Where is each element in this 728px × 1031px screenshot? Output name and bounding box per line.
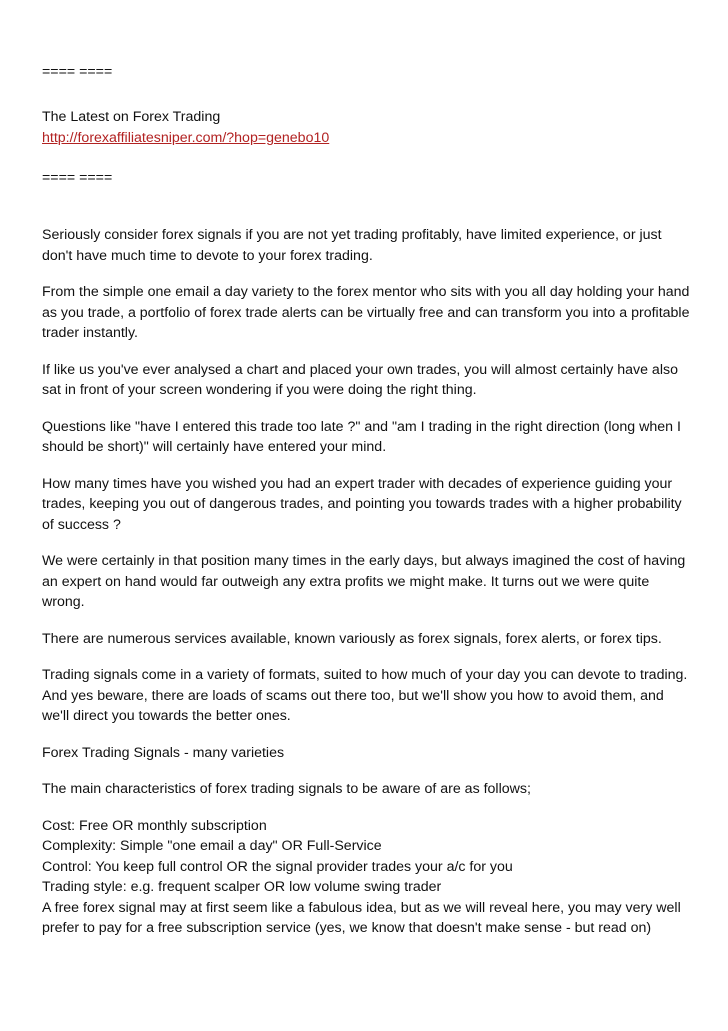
list-item-trading-style: Trading style: e.g. frequent scalper OR low volume swing trader xyxy=(42,879,442,895)
paragraph-4: Questions like "have I entered this trade too late ?" and "am I trading in the right direction (long when I should be short)" will certainly have entered your mind. xyxy=(42,418,681,455)
paragraph-5: How many times have you wished you had an expert trader with decades of experience guiding your trades, keeping you out of dangerous trades, and pointing you towards trades with a higher probability of success ? xyxy=(42,475,682,533)
paragraph-8: Trading signals come in a variety of formats, suited to how much of your day you can devote to trading. And yes beware, there are loads of scams out there too, but we'll show you how to avoid them, and we'll direct you towards the better ones. xyxy=(42,667,688,724)
list-item-complexity: Complexity: Simple "one email a day" OR Full-Service xyxy=(42,838,382,854)
article-title: The Latest on Forex Trading xyxy=(42,109,221,125)
list-item-control: Control: You keep full control OR the signal provider trades your a/c for you xyxy=(42,858,513,875)
list-item-free-signal: A free forex signal may at first seem like a fabulous idea, but as we will reveal here, you may very well prefer to pay for a free subscription service (yes, we know that doesn't make sense - but read on) xyxy=(42,899,681,936)
affiliate-link[interactable]: http://forexaffiliatesniper.com/?hop=genebo10 xyxy=(42,130,330,146)
paragraph-2: From the simple one email a day variety to the forex mentor who sits with you all day holding your hand as you trade, a portfolio of forex trade alerts can be virtually free and can transform you into a profitable trader instantly. xyxy=(42,284,690,341)
list-item-cost: Cost: Free OR monthly subscription xyxy=(42,817,267,834)
paragraph-1: Seriously consider forex signals if you are not yet trading profitably, have limited experience, or just don't have much time to devote to your forex trading. xyxy=(42,227,662,264)
paragraph-6: We were certainly in that position many times in the early days, but always imagined the cost of having an expert on hand would far outweigh any extra profits we might make. It turns out we were quite wrong. xyxy=(42,553,686,610)
article-body xyxy=(42,225,692,939)
paragraph-9: The main characteristics of forex trading signals to be aware of are as follows; xyxy=(42,781,531,797)
separator-bottom: ==== ==== xyxy=(42,170,113,186)
section-heading: Forex Trading Signals - many varieties xyxy=(42,744,285,761)
paragraph-7: There are numerous services available, known variously as forex signals, forex alerts, or forex tips. xyxy=(42,630,662,647)
paragraph-3: If like us you've ever analysed a chart and placed your own trades, you will almost certainly have also sat in front of your screen wondering if you were doing the right thing. xyxy=(42,361,678,398)
separator-top: ==== ==== xyxy=(42,64,113,80)
